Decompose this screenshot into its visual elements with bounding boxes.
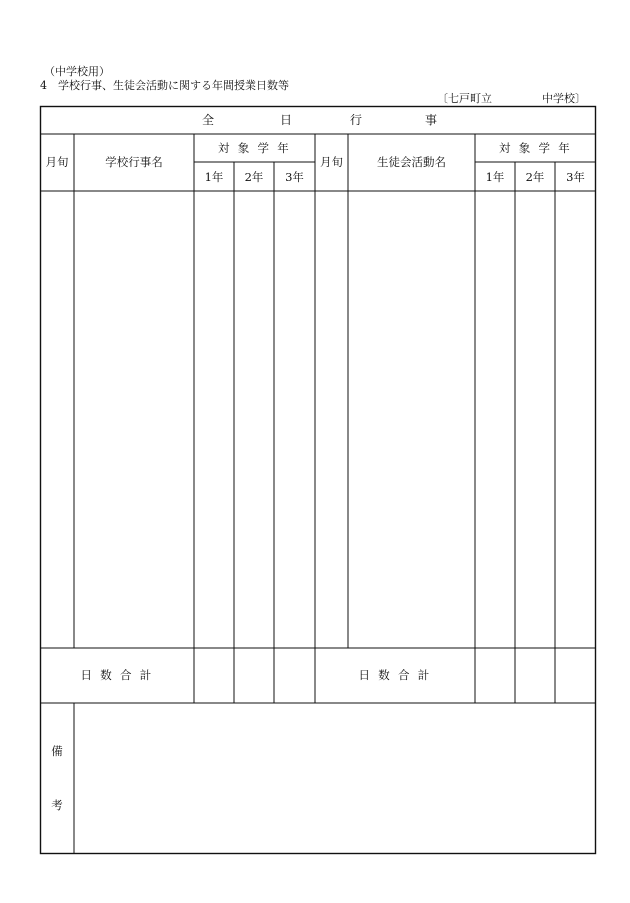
left-month-header: 月旬: [45, 155, 69, 169]
left-grade-1: 1年: [204, 170, 224, 184]
form-title: 4 学校行事、生徒会活動に関する年間授業日数等: [40, 79, 289, 92]
right-target-grade-header: 対 象 学 年: [498, 141, 573, 155]
right-grade-3: 3年: [566, 170, 585, 184]
banner-char-2: 日: [280, 113, 293, 127]
remarks-char-1: 備: [51, 744, 63, 758]
left-target-grade-header: 対 象 学 年: [217, 141, 292, 155]
right-grade-1: 1年: [485, 170, 505, 184]
left-grade-3: 3年: [285, 170, 304, 184]
school-event-name-header: 学校行事名: [105, 155, 163, 169]
remarks-char-2: 考: [51, 798, 63, 812]
right-month-header: 月旬: [320, 155, 343, 169]
town-label: 〔七戸町立: [437, 92, 492, 105]
school-suffix-label: 中学校〕: [542, 92, 586, 105]
left-day-total-label: 日 数 合 計: [80, 668, 154, 682]
right-grade-2: 2年: [525, 170, 545, 184]
banner-char-4: 事: [425, 113, 438, 127]
student-council-name-header: 生徒会活動名: [377, 155, 446, 169]
left-grade-2: 2年: [244, 170, 264, 184]
right-day-total-label: 日 数 合 計: [358, 668, 432, 682]
school-type-note: （中学校用）: [44, 65, 110, 78]
banner-char-1: 全: [202, 113, 215, 127]
banner-char-3: 行: [350, 113, 363, 127]
